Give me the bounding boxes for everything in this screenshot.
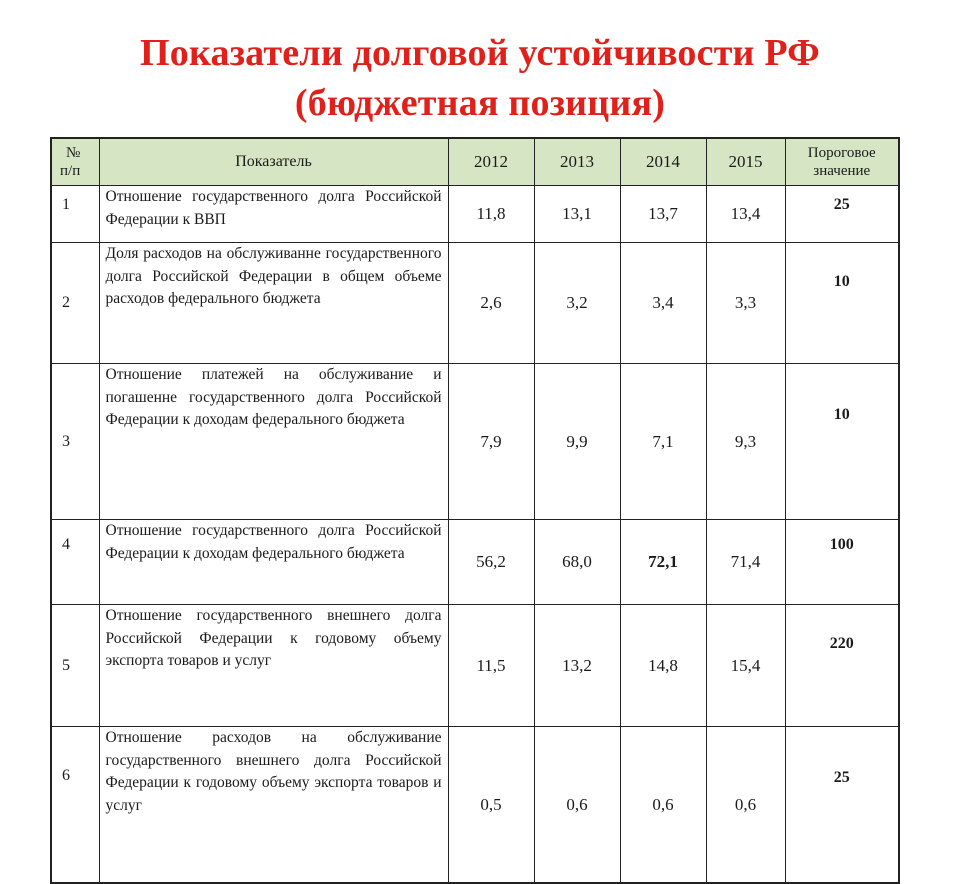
row-number: 2 [51,243,99,364]
value-2015: 13,4 [706,186,785,243]
header-year-2014: 2014 [620,138,706,186]
title-line-2: (бюджетная позиция) [294,82,666,124]
value-2015: 3,3 [706,243,785,364]
slide-title [0,28,960,128]
header-threshold: Пороговое значение [785,138,899,186]
value-2013: 0,6 [534,727,620,884]
table-row [51,520,899,605]
row-indicator: Отношение государственного долга Российской Федерации к доходам федерального бюджета [99,520,448,605]
threshold-value: 10 [785,364,899,520]
value-2013: 9,9 [534,364,620,520]
value-2015: 71,4 [706,520,785,605]
value-2014: 7,1 [620,364,706,520]
table-row [51,605,899,727]
row-number: 6 [51,727,99,884]
value-2015: 15,4 [706,605,785,727]
value-2013: 68,0 [534,520,620,605]
table-header-row [51,138,899,186]
value-2012: 56,2 [448,520,534,605]
value-2013: 13,1 [534,186,620,243]
value-2012: 11,5 [448,605,534,727]
row-indicator: Отношение расходов на обслуживание государственного внешнего долга Российской Федерации к годовому объему экспорта товаров и услуг [99,727,448,884]
title-line-1: Показатели долговой устойчивости РФ [140,32,820,74]
value-2012: 0,5 [448,727,534,884]
value-2014: 3,4 [620,243,706,364]
row-indicator: Отношение государственного внешнего долга Российской Федерации к годовому объему экспорта товаров и услуг [99,605,448,727]
table-row [51,364,899,520]
value-2014: 13,7 [620,186,706,243]
value-2014: 14,8 [620,605,706,727]
header-year-2013: 2013 [534,138,620,186]
header-year-2012: 2012 [448,138,534,186]
value-2012: 11,8 [448,186,534,243]
row-number: 3 [51,364,99,520]
value-2013: 3,2 [534,243,620,364]
debt-indicators-table [50,137,900,884]
table-row [51,243,899,364]
row-number: 5 [51,605,99,727]
value-2014: 72,1 [620,520,706,605]
header-num: № п/п [51,138,99,186]
row-indicator: Отношение платежей на обслуживание и погашенне государственного долга Российской Федерации к доходам федерального бюджета [99,364,448,520]
threshold-value: 25 [785,727,899,884]
header-indicator: Показатель [99,138,448,186]
header-year-2015: 2015 [706,138,785,186]
table-row [51,727,899,884]
value-2015: 9,3 [706,364,785,520]
row-number: 4 [51,520,99,605]
value-2013: 13,2 [534,605,620,727]
value-2014: 0,6 [620,727,706,884]
value-2012: 2,6 [448,243,534,364]
threshold-value: 100 [785,520,899,605]
row-indicator: Отношение государственного долга Российской Федерации к ВВП [99,186,448,243]
table-row [51,186,899,243]
threshold-value: 220 [785,605,899,727]
row-indicator: Доля расходов на обслуживанне государственного долга Российской Федерации в общем объеме расходов федерального бюджета [99,243,448,364]
row-number: 1 [51,186,99,243]
value-2015: 0,6 [706,727,785,884]
threshold-value: 10 [785,243,899,364]
value-2012: 7,9 [448,364,534,520]
threshold-value: 25 [785,186,899,243]
